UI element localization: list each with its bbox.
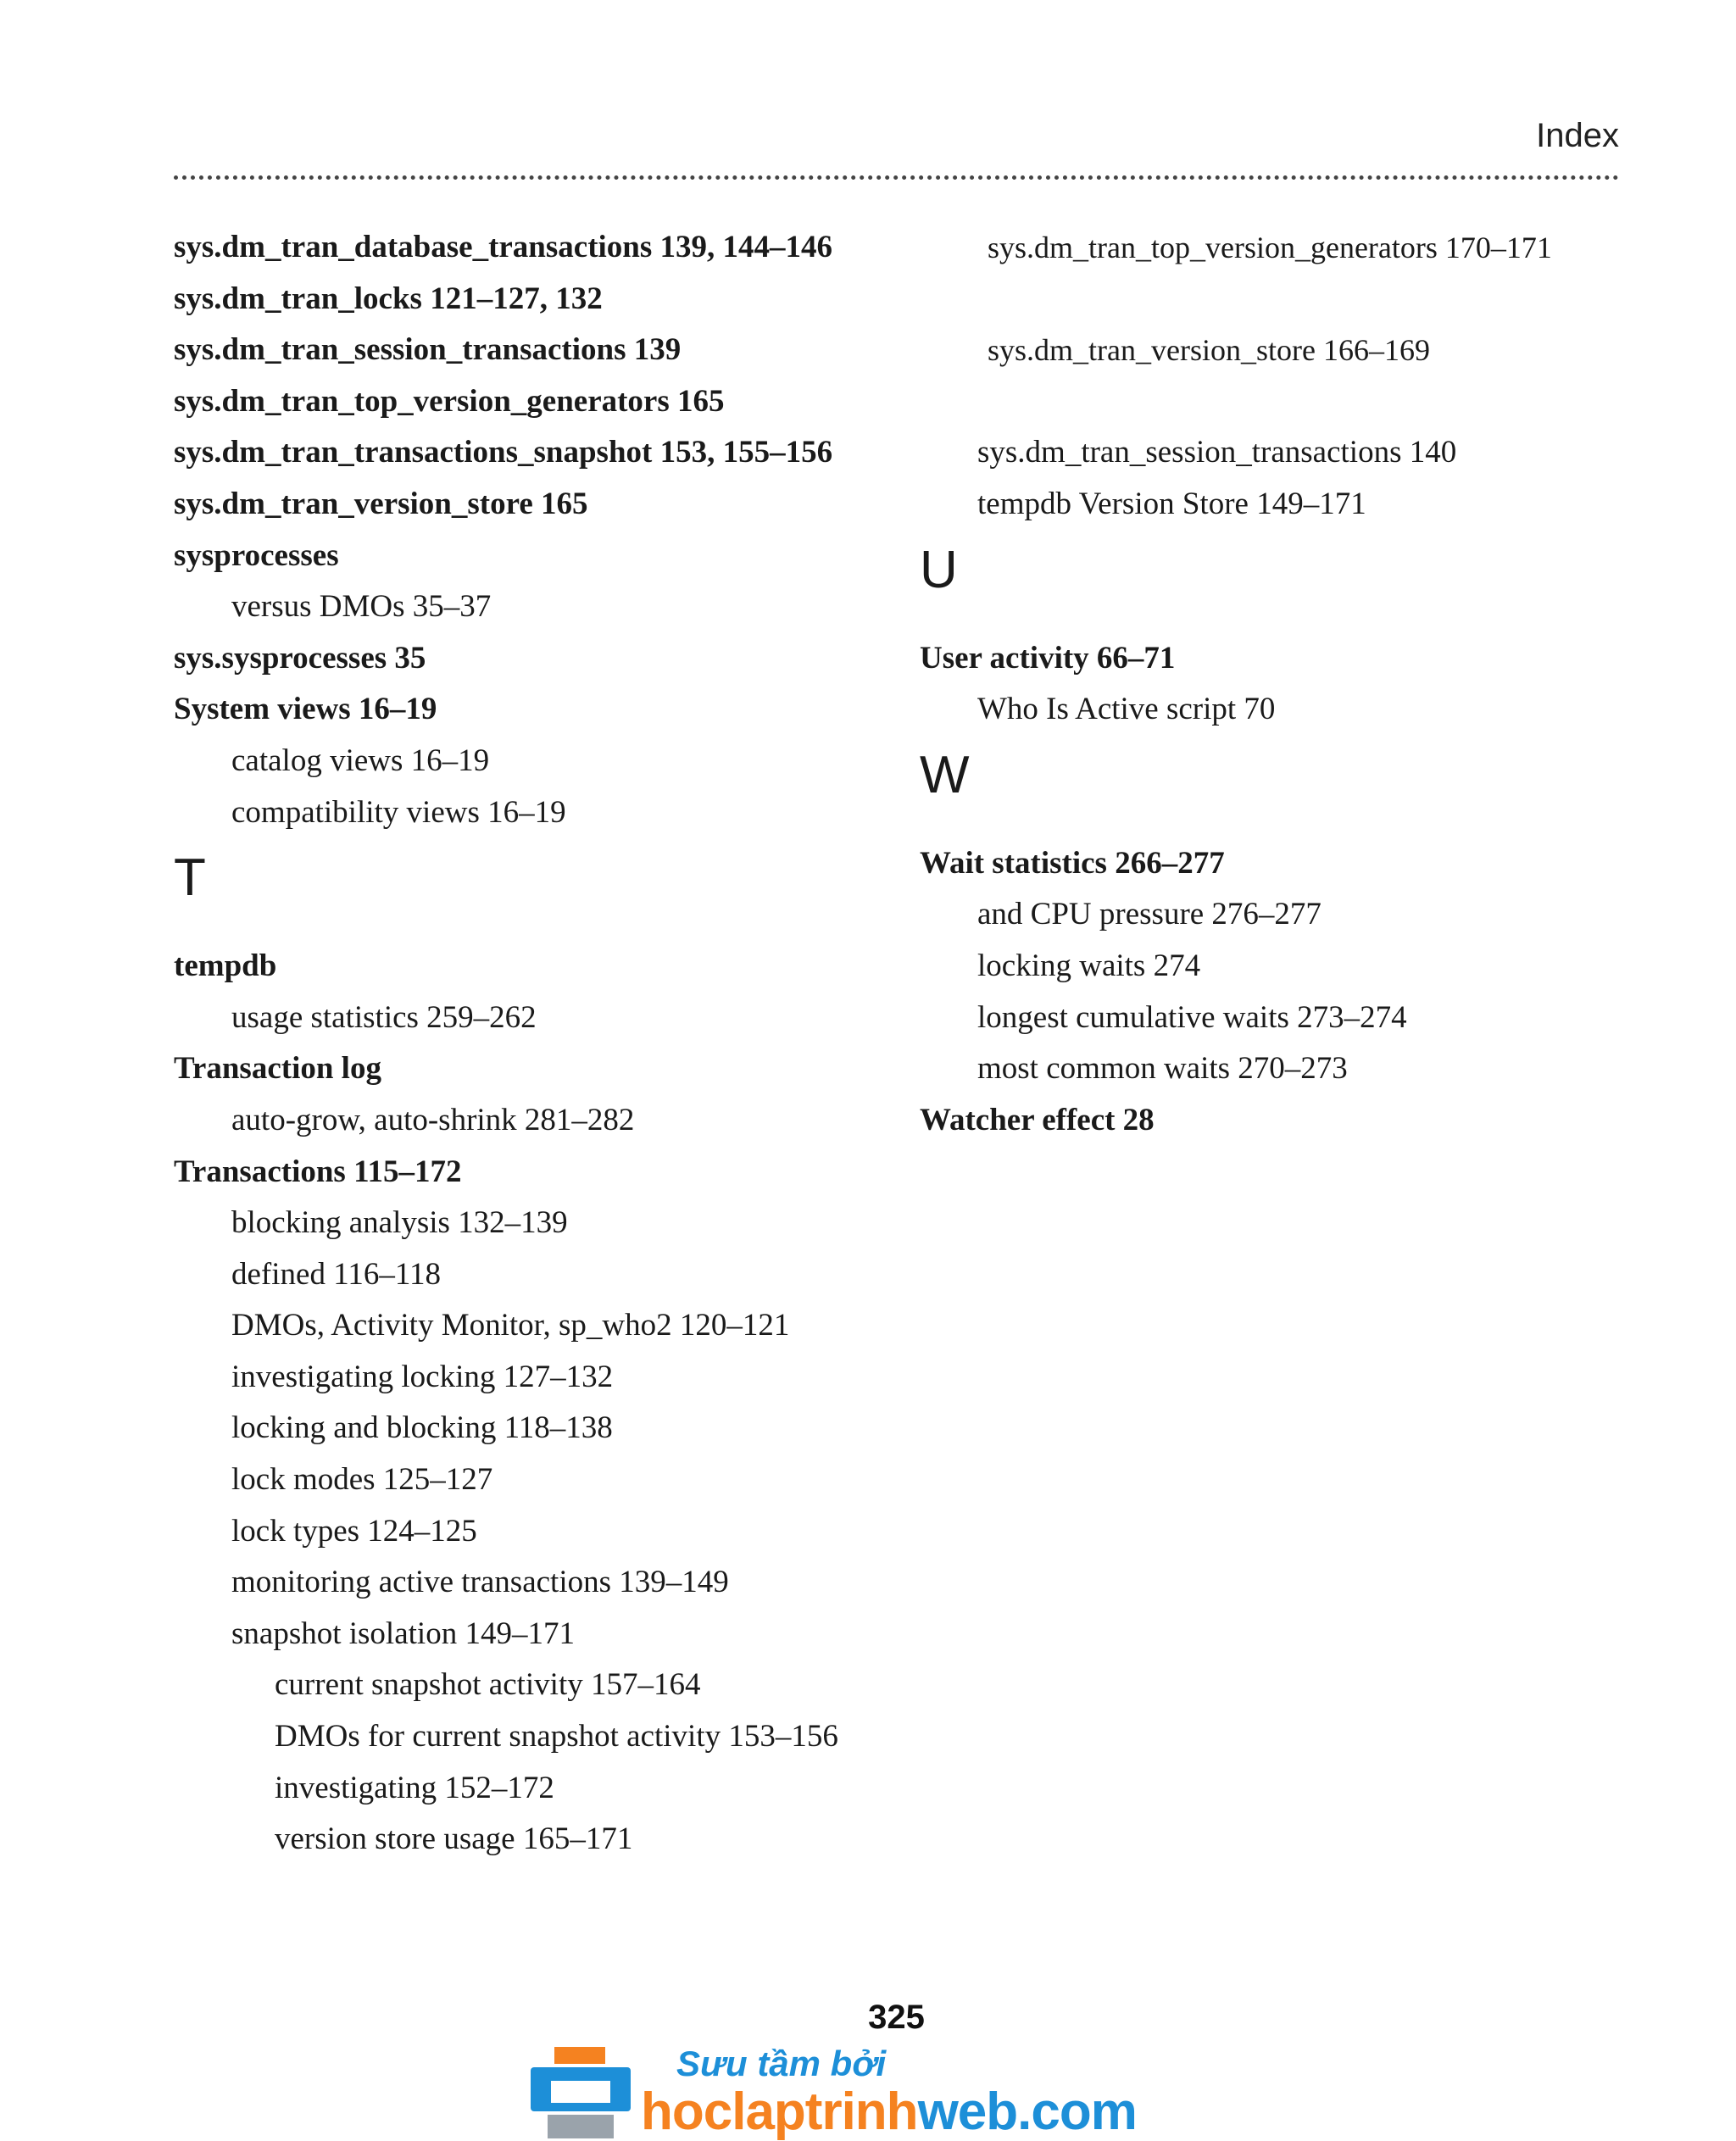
index-subentry: auto-grow, auto-shrink 281–282 — [231, 1102, 635, 1137]
blank-line — [920, 274, 1666, 325]
blank-line — [920, 376, 1666, 428]
index-entry: sys.dm_tran_locks 121–127, 132 — [174, 281, 603, 316]
index-entry: User activity 66–71 — [920, 640, 1176, 676]
index-entry: sys.sysprocesses 35 — [174, 640, 426, 676]
watermark-site-part2: web.com — [917, 2083, 1137, 2141]
index-subentry: tempdb Version Store 149–171 — [977, 486, 1366, 521]
index-subentry: locking and blocking 118–138 — [231, 1410, 613, 1446]
index-entry: sys.dm_tran_transactions_snapshot 153, 155–156 — [174, 435, 833, 470]
index-entry: sys.dm_tran_top_version_generators 170–171 — [988, 231, 1552, 264]
index-column-right — [920, 222, 1666, 1146]
index-subentry: lock types 124–125 — [231, 1513, 477, 1549]
index-entry: Transaction log — [174, 1051, 381, 1087]
index-subentry: DMOs, Activity Monitor, sp_who2 120–121 — [231, 1308, 790, 1343]
index-subentry: current snapshot activity 157–164 — [275, 1667, 701, 1703]
index-subentry: monitoring active transactions 139–149 — [231, 1565, 729, 1600]
index-entry: sys.dm_tran_version_store 165 — [174, 486, 588, 521]
index-subentry: usage statistics 259–262 — [231, 999, 537, 1035]
index-entry: System views 16–19 — [174, 692, 437, 727]
section-letter: U — [920, 540, 958, 599]
index-entry: sys.dm_tran_top_version_generators 165 — [174, 383, 725, 419]
index-subentry: catalog views 16–19 — [231, 742, 490, 778]
printer-logo-icon — [531, 2047, 631, 2140]
index-subentry: locking waits 274 — [977, 948, 1201, 983]
index-subentry: investigating 152–172 — [275, 1770, 554, 1805]
index-subentry: investigating locking 127–132 — [231, 1359, 614, 1394]
index-entry: tempdb — [174, 948, 277, 984]
index-subentry: and CPU pressure 276–277 — [977, 897, 1321, 932]
index-entry: sys.dm_tran_version_store 166–169 — [988, 333, 1430, 368]
watermark-site-part1: hoclaptrinh — [641, 2083, 918, 2141]
index-entry: sysprocesses — [174, 537, 339, 573]
watermark-site — [641, 2084, 1137, 2140]
running-header: Index — [1536, 117, 1619, 154]
index-entry: Transactions 115–172 — [174, 1154, 462, 1189]
watermark — [526, 2038, 1221, 2141]
page-number: 325 — [868, 1999, 925, 2036]
watermark-caption: Sưu tầm bởi — [676, 2044, 887, 2083]
section-letter: T — [174, 848, 206, 908]
index-subentry: longest cumulative waits 273–274 — [977, 999, 1407, 1035]
index-subentry: defined 116–118 — [231, 1256, 441, 1292]
index-entry: Wait statistics 266–277 — [920, 845, 1225, 881]
index-subentry: most common waits 270–273 — [977, 1051, 1348, 1087]
index-subentry: sys.dm_tran_session_transactions 140 — [977, 435, 1457, 470]
index-subentry: lock modes 125–127 — [231, 1462, 493, 1498]
index-subentry: snapshot isolation 149–171 — [231, 1615, 575, 1651]
index-subentry: DMOs for current snapshot activity 153–156 — [275, 1719, 838, 1755]
index-subentry: Who Is Active script 70 — [977, 692, 1276, 727]
section-letter: W — [920, 745, 970, 804]
dotted-divider — [174, 175, 1619, 180]
index-column-left — [174, 222, 911, 1866]
index-entry: sys.dm_tran_session_transactions 139 — [174, 332, 682, 368]
index-subentry: blocking analysis 132–139 — [231, 1205, 568, 1241]
index-entry: sys.dm_tran_database_transactions 139, 144–146 — [174, 230, 833, 264]
index-subentry: compatibility views 16–19 — [231, 794, 566, 830]
index-entry: Watcher effect 28 — [920, 1102, 1155, 1137]
index-subentry: versus DMOs 35–37 — [231, 589, 492, 625]
index-subentry: version store usage 165–171 — [275, 1821, 633, 1857]
